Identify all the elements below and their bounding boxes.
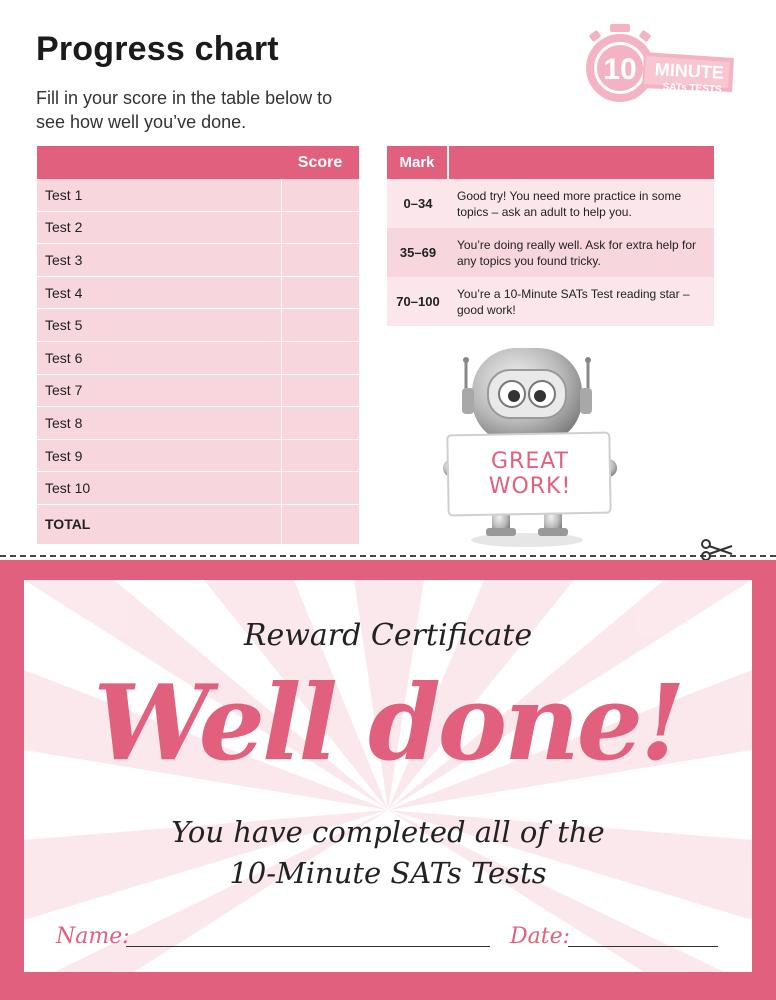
table-row: [37, 179, 359, 212]
table-row: [387, 228, 714, 277]
mark-description: You’re doing really well. Ask for extra help for any topics you found tricky.: [449, 228, 714, 277]
table-row: [37, 342, 359, 375]
score-column-header: Score: [281, 146, 359, 179]
page-title: Progress chart: [36, 30, 279, 68]
total-label: TOTAL: [37, 505, 281, 545]
certificate-panel: [24, 580, 752, 972]
test-label: Test 8: [37, 407, 281, 440]
robot-sign-line2: WORK!: [488, 474, 572, 499]
mark-description: Good try! You need more practice in some topics – ask an adult to help you.: [449, 179, 714, 228]
score-cell[interactable]: [281, 277, 359, 310]
date-label: Date:: [510, 924, 571, 949]
test-label: Test 6: [37, 342, 281, 375]
table-row: [37, 472, 359, 505]
table-row: [37, 309, 359, 342]
mark-range: 70–100: [387, 277, 449, 326]
table-row: [37, 277, 359, 310]
robot-illustration: [432, 340, 622, 550]
logo-number: 10: [603, 53, 637, 86]
score-cell[interactable]: [281, 440, 359, 473]
logo-sub: SATs TESTS: [662, 81, 722, 96]
test-label: Test 1: [37, 179, 281, 212]
table-row: [37, 212, 359, 245]
mark-range: 0–34: [387, 179, 449, 228]
mark-range: 35–69: [387, 228, 449, 277]
test-label: Test 4: [37, 277, 281, 310]
scissors-icon: [700, 538, 734, 562]
score-cell[interactable]: [281, 179, 359, 212]
cut-line: [0, 555, 776, 557]
table-row: [37, 244, 359, 277]
score-cell[interactable]: [281, 472, 359, 505]
name-label: Name:: [56, 924, 130, 949]
certificate-heading: Reward Certificate: [243, 618, 533, 653]
table-row: [387, 179, 714, 228]
mark-column-header: Mark: [387, 146, 449, 179]
robot-sign-line1: GREAT: [490, 449, 570, 474]
table-row: [37, 407, 359, 440]
logo-word: MINUTE: [654, 59, 725, 83]
test-label: Test 9: [37, 440, 281, 473]
score-cell[interactable]: [281, 309, 359, 342]
test-label: Test 2: [37, 212, 281, 245]
table-row: [37, 440, 359, 473]
well-done-text: Well done!: [93, 661, 683, 784]
date-field[interactable]: [568, 946, 718, 947]
message-line-2: 10-Minute SATs Tests: [229, 856, 547, 890]
score-cell[interactable]: [281, 212, 359, 245]
score-table: [37, 146, 359, 545]
score-cell[interactable]: [281, 407, 359, 440]
name-field[interactable]: [126, 946, 490, 947]
total-row: [37, 505, 359, 545]
score-cell[interactable]: [281, 375, 359, 408]
table-row: [37, 375, 359, 408]
score-cell[interactable]: [281, 342, 359, 375]
certificate-message: [24, 812, 752, 894]
table-row: [387, 277, 714, 326]
mark-description: You’re a 10-Minute SATs Test reading star – good work!: [449, 277, 714, 326]
intro-text: Fill in your score in the table below to see how well you’ve done.: [36, 88, 333, 132]
score-table-blank-header: [37, 146, 281, 179]
score-cell[interactable]: [281, 244, 359, 277]
test-label: Test 3: [37, 244, 281, 277]
mark-table: [387, 146, 714, 326]
test-label: Test 7: [37, 375, 281, 408]
total-score-cell[interactable]: [281, 505, 359, 545]
mark-table-blank-header: [449, 146, 714, 179]
test-label: Test 5: [37, 309, 281, 342]
ten-minute-sats-logo: [586, 22, 738, 110]
message-line-1: You have completed all of the: [171, 815, 605, 849]
reward-certificate: [0, 560, 776, 1000]
test-label: Test 10: [37, 472, 281, 505]
